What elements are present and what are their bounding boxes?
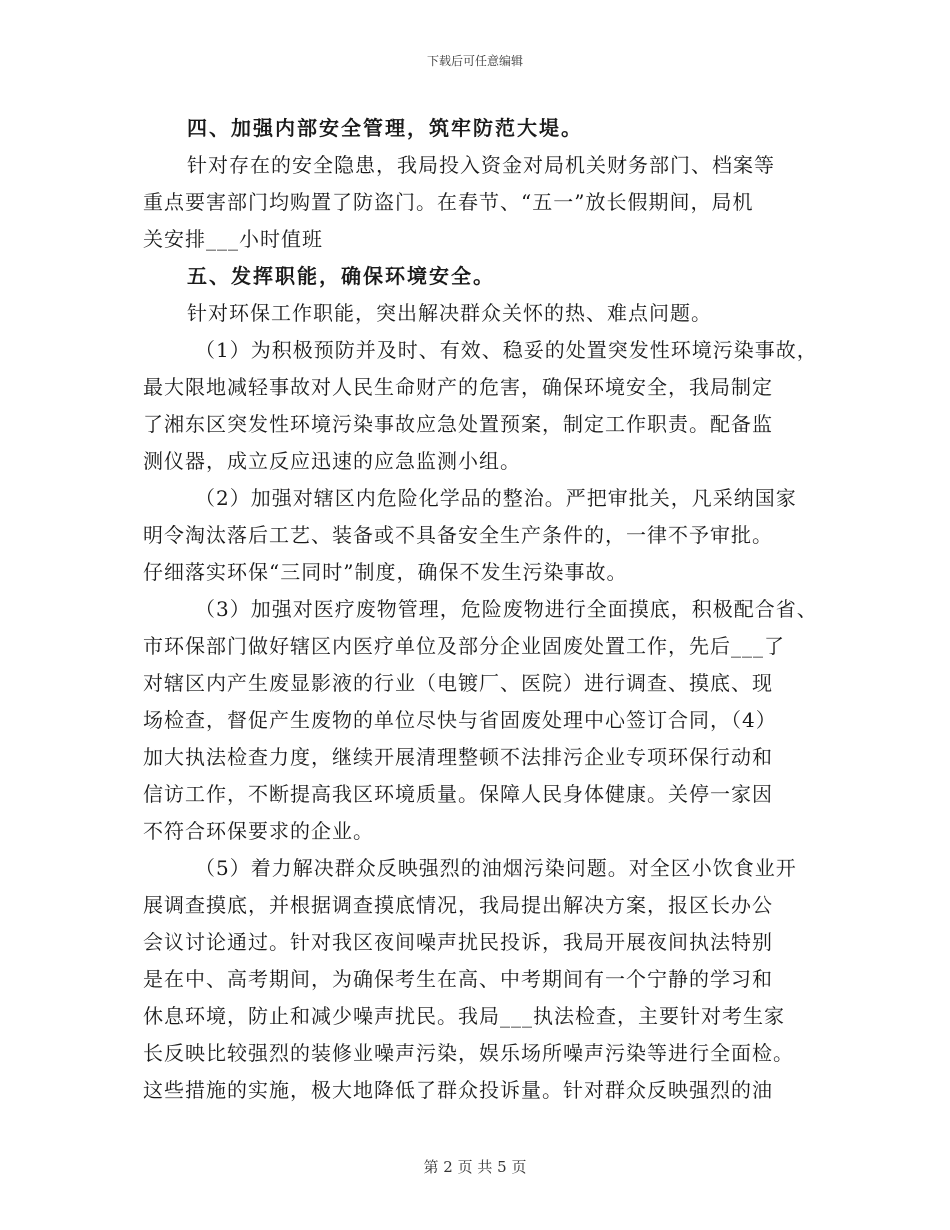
paragraph-line: （5）着力解决群众反映强烈的油烟污染问题。对全区小饮食业开 (195, 856, 797, 880)
paragraph-line: 展调查摸底，并根据调查摸底情况，我局提出解决方案，报区长办公 (143, 893, 773, 917)
paragraph-line: 针对存在的安全隐患，我局投入资金对局机关财务部门、档案等 (187, 153, 775, 177)
paragraph-line: 加大执法检查力度，继续开展清理整顿不法排污企业专项环保行动和 (143, 745, 773, 769)
section-heading-5: 五、发挥职能，确保环境安全。 (187, 264, 495, 288)
paragraph-line: 是在中、高考期间，为确保考生在高、中考期间有一个宁静的学习和 (143, 967, 773, 991)
paragraph-line: （3）加强对医疗废物管理，危险废物进行全面摸底，积极配合省、 (195, 597, 818, 621)
paragraph-line: 不符合环保要求的企业。 (143, 819, 374, 843)
paragraph-line: 信访工作，不断提高我区环境质量。保障人民身体健康。关停一家因 (143, 782, 773, 806)
paragraph-line: （2）加强对辖区内危险化学品的整治。严把审批关，凡采纳国家 (195, 486, 797, 510)
paragraph-line: 休息环境，防止和减少噪声扰民。我局___执法检查，主要针对考生家 (143, 1004, 785, 1028)
paragraph-line: 测仪器，成立反应迅速的应急监测小组。 (143, 449, 521, 473)
paragraph-line: 了湘东区突发性环境污染事故应急处置预案，制定工作职责。配备监 (143, 412, 773, 436)
paragraph-line: 针对环保工作职能，突出解决群众关怀的热、难点问题。 (187, 301, 712, 325)
paragraph-line: 明令淘汰落后工艺、装备或不具备安全生产条件的，一律不予审批。 (143, 523, 773, 547)
section-heading-4: 四、加强内部安全管理，筑牢防范大堤。 (187, 116, 583, 140)
paragraph-line: 场检查，督促产生废物的单位尽快与省固废处理中心签订合同，（4） (143, 708, 777, 732)
page-header-note: 下载后可任意编辑 (426, 54, 523, 68)
paragraph-line: 仔细落实环保“三同时”制度，确保不发生污染事故。 (143, 560, 628, 584)
paragraph-line: 长反映比较强烈的装修业噪声污染，娱乐场所噪声污染等进行全面检。 (143, 1041, 794, 1065)
page-number-footer: 第 2 页 共 5 页 (423, 1158, 527, 1176)
paragraph-line: 重点要害部门均购置了防盗门。在春节、“五一”放长假期间，局机 (143, 190, 754, 214)
paragraph-line: 这些措施的实施，极大地降低了群众投诉量。针对群众反映强烈的油 (143, 1078, 773, 1102)
paragraph-line: （1）为积极预防并及时、有效、稳妥的处置突发性环境污染事故， (195, 338, 818, 362)
document-body (143, 110, 823, 1109)
paragraph-line: 会议讨论通过。针对我区夜间噪声扰民投诉，我局开展夜间执法特别 (143, 930, 773, 954)
paragraph-line: 最大限地减轻事故对人民生命财产的危害，确保环境安全，我局制定 (143, 375, 773, 399)
paragraph-line: 对辖区内产生废显影液的行业（电镀厂、医院）进行调查、摸底、现 (143, 671, 773, 695)
paragraph-line: 市环保部门做好辖区内医疗单位及部分企业固废处置工作，先后___了 (143, 634, 785, 658)
paragraph-line: 关安排___小时值班 (143, 227, 323, 251)
